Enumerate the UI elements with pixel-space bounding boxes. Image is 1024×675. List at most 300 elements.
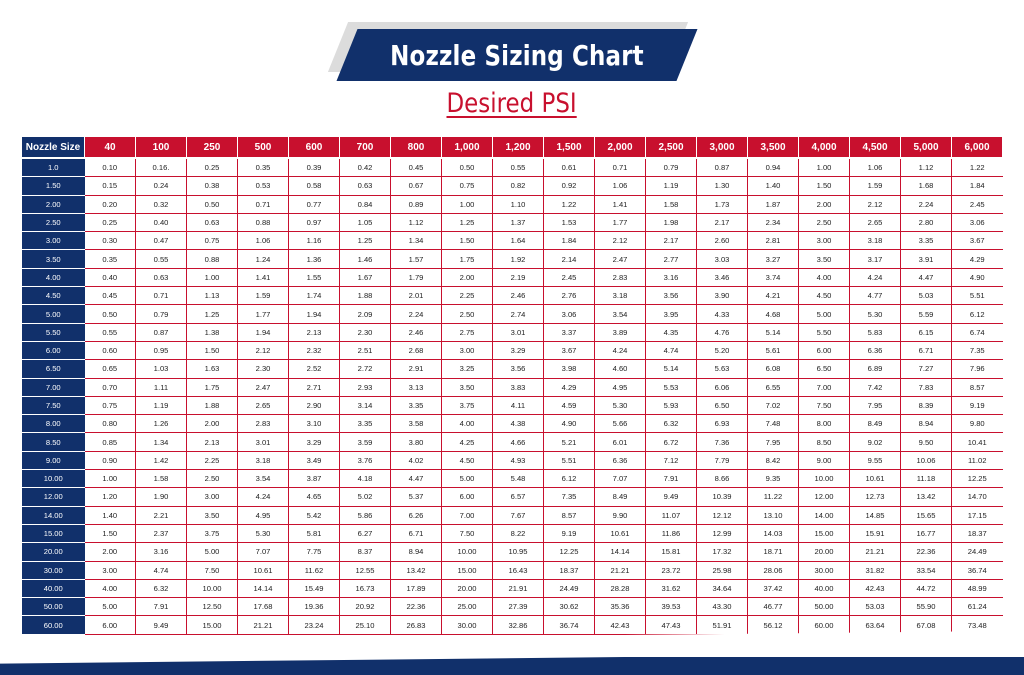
- flow-value-cell: 9.49: [136, 616, 187, 634]
- flow-value-cell: 2.37: [136, 524, 187, 542]
- flow-value-cell: 3.95: [646, 305, 697, 323]
- flow-value-cell: 1.50: [85, 524, 136, 542]
- flow-value-cell: 4.18: [340, 470, 391, 488]
- flow-value-cell: 1.77: [238, 305, 289, 323]
- psi-header: 1,200: [493, 137, 544, 158]
- flow-value-cell: 6.50: [799, 360, 850, 378]
- flow-value-cell: 1.00: [799, 158, 850, 177]
- flow-value-cell: 6.01: [595, 433, 646, 451]
- flow-value-cell: 1.94: [238, 323, 289, 341]
- flow-value-cell: 1.22: [544, 195, 595, 213]
- table-row: [22, 158, 1003, 177]
- flow-value-cell: 3.13: [391, 378, 442, 396]
- flow-value-cell: 2.74: [493, 305, 544, 323]
- flow-value-cell: 0.84: [340, 195, 391, 213]
- flow-value-cell: 50.00: [799, 598, 850, 616]
- flow-value-cell: 18.71: [748, 543, 799, 561]
- flow-value-cell: 1.03: [136, 360, 187, 378]
- flow-value-cell: 6.71: [391, 524, 442, 542]
- flow-value-cell: 10.00: [799, 470, 850, 488]
- flow-value-cell: 4.77: [850, 287, 901, 305]
- flow-value-cell: 1.12: [901, 158, 952, 177]
- flow-value-cell: 4.00: [799, 268, 850, 286]
- nozzle-table: [22, 137, 1003, 635]
- flow-value-cell: 7.27: [901, 360, 952, 378]
- flow-value-cell: 1.57: [391, 250, 442, 268]
- flow-value-cell: 4.59: [544, 396, 595, 414]
- flow-value-cell: 15.49: [289, 579, 340, 597]
- psi-header: 2,500: [646, 137, 697, 158]
- flow-value-cell: 4.21: [748, 287, 799, 305]
- table-row: [22, 616, 1003, 634]
- flow-value-cell: 7.91: [646, 470, 697, 488]
- flow-value-cell: 2.01: [391, 287, 442, 305]
- flow-value-cell: 10.41: [952, 433, 1003, 451]
- flow-value-cell: 1.37: [493, 213, 544, 231]
- flow-value-cell: 2.75: [442, 323, 493, 341]
- flow-value-cell: 17.32: [697, 543, 748, 561]
- flow-value-cell: 3.37: [544, 323, 595, 341]
- flow-value-cell: 3.00: [799, 232, 850, 250]
- flow-value-cell: 4.50: [442, 451, 493, 469]
- flow-value-cell: 7.00: [442, 506, 493, 524]
- page-title: Nozzle Sizing Chart: [390, 38, 644, 72]
- flow-value-cell: 3.67: [544, 341, 595, 359]
- flow-value-cell: 6.00: [799, 341, 850, 359]
- flow-value-cell: 3.91: [901, 250, 952, 268]
- flow-value-cell: 15.91: [850, 524, 901, 542]
- flow-value-cell: 33.54: [901, 561, 952, 579]
- flow-value-cell: 2.30: [340, 323, 391, 341]
- flow-value-cell: 0.58: [289, 177, 340, 195]
- flow-value-cell: 9.50: [901, 433, 952, 451]
- flow-value-cell: 4.29: [952, 250, 1003, 268]
- psi-header: 1,000: [442, 137, 493, 158]
- flow-value-cell: 4.35: [646, 323, 697, 341]
- flow-value-cell: 0.30: [85, 232, 136, 250]
- flow-value-cell: 5.51: [952, 287, 1003, 305]
- flow-value-cell: 61.24: [952, 598, 1003, 616]
- flow-value-cell: 8.42: [748, 451, 799, 469]
- flow-value-cell: 2.47: [238, 378, 289, 396]
- nozzle-size-cell: 50.00: [22, 598, 85, 616]
- flow-value-cell: 7.35: [952, 341, 1003, 359]
- flow-value-cell: 11.86: [646, 524, 697, 542]
- flow-value-cell: 6.71: [901, 341, 952, 359]
- flow-value-cell: 11.07: [646, 506, 697, 524]
- flow-value-cell: 5.50: [799, 323, 850, 341]
- flow-value-cell: 44.72: [901, 579, 952, 597]
- flow-value-cell: 2.72: [340, 360, 391, 378]
- flow-value-cell: 12.12: [697, 506, 748, 524]
- flow-value-cell: 36.74: [544, 616, 595, 634]
- nozzle-size-cell: 7.50: [22, 396, 85, 414]
- flow-value-cell: 13.42: [901, 488, 952, 506]
- flow-value-cell: 13.42: [391, 561, 442, 579]
- flow-value-cell: 0.25: [85, 213, 136, 231]
- flow-value-cell: 5.14: [748, 323, 799, 341]
- psi-header: 800: [391, 137, 442, 158]
- flow-value-cell: 3.03: [697, 250, 748, 268]
- flow-value-cell: 1.26: [136, 415, 187, 433]
- subtitle-wrap: [0, 88, 1024, 119]
- flow-value-cell: 3.49: [289, 451, 340, 469]
- flow-value-cell: 0.25: [187, 158, 238, 177]
- flow-value-cell: 9.55: [850, 451, 901, 469]
- flow-value-cell: 2.50: [187, 470, 238, 488]
- flow-value-cell: 21.21: [850, 543, 901, 561]
- flow-value-cell: 1.58: [646, 195, 697, 213]
- flow-value-cell: 0.55: [85, 323, 136, 341]
- table-row: [22, 415, 1003, 433]
- flow-value-cell: 3.25: [442, 360, 493, 378]
- flow-value-cell: 30.62: [544, 598, 595, 616]
- flow-value-cell: 2.24: [901, 195, 952, 213]
- flow-value-cell: 2.32: [289, 341, 340, 359]
- flow-value-cell: 4.93: [493, 451, 544, 469]
- flow-value-cell: 1.64: [493, 232, 544, 250]
- flow-value-cell: 5.00: [85, 598, 136, 616]
- nozzle-size-cell: 6.00: [22, 341, 85, 359]
- flow-value-cell: 16.43: [493, 561, 544, 579]
- flow-value-cell: 14.14: [595, 543, 646, 561]
- flow-value-cell: 2.34: [748, 213, 799, 231]
- flow-value-cell: 4.02: [391, 451, 442, 469]
- flow-value-cell: 9.49: [646, 488, 697, 506]
- flow-value-cell: 1.10: [493, 195, 544, 213]
- flow-value-cell: 24.49: [952, 543, 1003, 561]
- flow-value-cell: 0.92: [544, 177, 595, 195]
- flow-value-cell: 0.35: [85, 250, 136, 268]
- flow-value-cell: 23.24: [289, 616, 340, 634]
- table-row: [22, 598, 1003, 616]
- flow-value-cell: 21.21: [595, 561, 646, 579]
- flow-value-cell: 31.82: [850, 561, 901, 579]
- flow-value-cell: 2.52: [289, 360, 340, 378]
- flow-value-cell: 2.50: [799, 213, 850, 231]
- nozzle-size-cell: 3.00: [22, 232, 85, 250]
- flow-value-cell: 1.12: [391, 213, 442, 231]
- flow-value-cell: 5.51: [544, 451, 595, 469]
- psi-header: 500: [238, 137, 289, 158]
- flow-value-cell: 1.75: [442, 250, 493, 268]
- flow-value-cell: 14.14: [238, 579, 289, 597]
- flow-value-cell: 2.80: [901, 213, 952, 231]
- flow-value-cell: 3.00: [85, 561, 136, 579]
- flow-value-cell: 14.85: [850, 506, 901, 524]
- table-row: [22, 250, 1003, 268]
- flow-value-cell: 8.49: [850, 415, 901, 433]
- flow-value-cell: 3.75: [442, 396, 493, 414]
- flow-value-cell: 6.12: [952, 305, 1003, 323]
- flow-value-cell: 3.18: [850, 232, 901, 250]
- flow-value-cell: 19.36: [289, 598, 340, 616]
- flow-value-cell: 0.88: [187, 250, 238, 268]
- flow-value-cell: 20.92: [340, 598, 391, 616]
- flow-value-cell: 30.00: [442, 616, 493, 634]
- flow-value-cell: 5.66: [595, 415, 646, 433]
- flow-value-cell: 15.65: [901, 506, 952, 524]
- flow-value-cell: 0.85: [85, 433, 136, 451]
- flow-value-cell: 2.60: [697, 232, 748, 250]
- flow-value-cell: 3.50: [442, 378, 493, 396]
- flow-value-cell: 67.08: [901, 616, 952, 634]
- flow-value-cell: 40.00: [799, 579, 850, 597]
- table-row: [22, 268, 1003, 286]
- flow-value-cell: 7.00: [799, 378, 850, 396]
- flow-value-cell: 11.22: [748, 488, 799, 506]
- flow-value-cell: 2.65: [850, 213, 901, 231]
- flow-value-cell: 15.00: [442, 561, 493, 579]
- flow-value-cell: 7.50: [187, 561, 238, 579]
- flow-value-cell: 4.33: [697, 305, 748, 323]
- flow-value-cell: 0.63: [340, 177, 391, 195]
- flow-value-cell: 15.00: [187, 616, 238, 634]
- table-row: [22, 378, 1003, 396]
- flow-value-cell: 0.39: [289, 158, 340, 177]
- flow-value-cell: 39.53: [646, 598, 697, 616]
- flow-value-cell: 3.27: [748, 250, 799, 268]
- flow-value-cell: 25.10: [340, 616, 391, 634]
- flow-value-cell: 6.74: [952, 323, 1003, 341]
- nozzle-size-cell: 8.50: [22, 433, 85, 451]
- flow-value-cell: 0.55: [493, 158, 544, 177]
- flow-value-cell: 6.15: [901, 323, 952, 341]
- flow-value-cell: 7.83: [901, 378, 952, 396]
- flow-value-cell: 2.14: [544, 250, 595, 268]
- flow-value-cell: 5.93: [646, 396, 697, 414]
- flow-value-cell: 2.13: [187, 433, 238, 451]
- flow-value-cell: 4.60: [595, 360, 646, 378]
- flow-value-cell: 3.80: [391, 433, 442, 451]
- nozzle-size-cell: 5.00: [22, 305, 85, 323]
- flow-value-cell: 42.43: [595, 616, 646, 634]
- flow-value-cell: 7.50: [799, 396, 850, 414]
- flow-value-cell: 0.71: [595, 158, 646, 177]
- flow-value-cell: 4.50: [799, 287, 850, 305]
- flow-value-cell: 8.39: [901, 396, 952, 414]
- flow-value-cell: 7.35: [544, 488, 595, 506]
- flow-value-cell: 17.15: [952, 506, 1003, 524]
- flow-value-cell: 3.29: [289, 433, 340, 451]
- flow-value-cell: 0.53: [238, 177, 289, 195]
- flow-value-cell: 7.96: [952, 360, 1003, 378]
- nozzle-size-cell: 1.50: [22, 177, 85, 195]
- flow-value-cell: 3.16: [136, 543, 187, 561]
- flow-value-cell: 18.37: [544, 561, 595, 579]
- flow-value-cell: 0.16.: [136, 158, 187, 177]
- flow-value-cell: 1.40: [85, 506, 136, 524]
- psi-header: 3,500: [748, 137, 799, 158]
- flow-value-cell: 2.68: [391, 341, 442, 359]
- flow-value-cell: 1.59: [238, 287, 289, 305]
- flow-value-cell: 5.37: [391, 488, 442, 506]
- nozzle-size-cell: 20.00: [22, 543, 85, 561]
- flow-value-cell: 3.56: [646, 287, 697, 305]
- flow-value-cell: 0.24: [136, 177, 187, 195]
- flow-value-cell: 2.25: [187, 451, 238, 469]
- flow-value-cell: 12.50: [187, 598, 238, 616]
- table-row: [22, 433, 1003, 451]
- flow-value-cell: 5.02: [340, 488, 391, 506]
- flow-value-cell: 3.89: [595, 323, 646, 341]
- flow-value-cell: 6.36: [595, 451, 646, 469]
- flow-value-cell: 7.02: [748, 396, 799, 414]
- table-row: [22, 470, 1003, 488]
- flow-value-cell: 1.25: [340, 232, 391, 250]
- flow-value-cell: 1.36: [289, 250, 340, 268]
- flow-value-cell: 1.53: [544, 213, 595, 231]
- flow-value-cell: 8.57: [544, 506, 595, 524]
- nozzle-size-cell: 6.50: [22, 360, 85, 378]
- flow-value-cell: 1.74: [289, 287, 340, 305]
- flow-value-cell: 3.50: [187, 506, 238, 524]
- flow-value-cell: 36.74: [952, 561, 1003, 579]
- flow-value-cell: 3.18: [238, 451, 289, 469]
- flow-value-cell: 1.00: [187, 268, 238, 286]
- flow-value-cell: 8.94: [901, 415, 952, 433]
- flow-value-cell: 42.43: [850, 579, 901, 597]
- flow-value-cell: 0.89: [391, 195, 442, 213]
- flow-value-cell: 11.62: [289, 561, 340, 579]
- table-row: [22, 323, 1003, 341]
- flow-value-cell: 12.73: [850, 488, 901, 506]
- flow-value-cell: 2.09: [340, 305, 391, 323]
- flow-value-cell: 11.18: [901, 470, 952, 488]
- table-row: [22, 341, 1003, 359]
- nozzle-size-cell: 12.00: [22, 488, 85, 506]
- flow-value-cell: 3.18: [595, 287, 646, 305]
- flow-value-cell: 8.22: [493, 524, 544, 542]
- flow-value-cell: 10.61: [595, 524, 646, 542]
- flow-value-cell: 0.10: [85, 158, 136, 177]
- flow-value-cell: 34.64: [697, 579, 748, 597]
- flow-value-cell: 48.99: [952, 579, 1003, 597]
- table-row: [22, 488, 1003, 506]
- flow-value-cell: 1.73: [697, 195, 748, 213]
- nozzle-size-cell: 4.50: [22, 287, 85, 305]
- flow-value-cell: 5.59: [901, 305, 952, 323]
- flow-value-cell: 10.06: [901, 451, 952, 469]
- flow-value-cell: 8.00: [799, 415, 850, 433]
- flow-value-cell: 0.88: [238, 213, 289, 231]
- flow-value-cell: 4.47: [391, 470, 442, 488]
- page-subtitle: Desired PSI: [446, 88, 578, 119]
- table-body: [22, 158, 1003, 634]
- flow-value-cell: 1.63: [187, 360, 238, 378]
- flow-value-cell: 25.00: [442, 598, 493, 616]
- table-row: [22, 177, 1003, 195]
- flow-value-cell: 4.76: [697, 323, 748, 341]
- flow-value-cell: 4.95: [238, 506, 289, 524]
- flow-value-cell: 3.06: [952, 213, 1003, 231]
- flow-value-cell: 17.68: [238, 598, 289, 616]
- flow-value-cell: 0.95: [136, 341, 187, 359]
- flow-value-cell: 16.77: [901, 524, 952, 542]
- flow-value-cell: 6.89: [850, 360, 901, 378]
- flow-value-cell: 4.90: [952, 268, 1003, 286]
- flow-value-cell: 7.48: [748, 415, 799, 433]
- psi-header: 1,500: [544, 137, 595, 158]
- header-row: [22, 137, 1003, 158]
- flow-value-cell: 0.32: [136, 195, 187, 213]
- flow-value-cell: 1.11: [136, 378, 187, 396]
- flow-value-cell: 22.36: [391, 598, 442, 616]
- flow-value-cell: 0.47: [136, 232, 187, 250]
- flow-value-cell: 3.14: [340, 396, 391, 414]
- flow-value-cell: 3.06: [544, 305, 595, 323]
- flow-value-cell: 31.62: [646, 579, 697, 597]
- flow-value-cell: 1.77: [595, 213, 646, 231]
- flow-value-cell: 12.55: [340, 561, 391, 579]
- flow-value-cell: 2.00: [799, 195, 850, 213]
- flow-value-cell: 4.66: [493, 433, 544, 451]
- flow-value-cell: 1.19: [136, 396, 187, 414]
- table-row: [22, 287, 1003, 305]
- flow-value-cell: 9.80: [952, 415, 1003, 433]
- flow-value-cell: 0.40: [136, 213, 187, 231]
- flow-value-cell: 13.10: [748, 506, 799, 524]
- flow-value-cell: 7.50: [442, 524, 493, 542]
- flow-value-cell: 2.76: [544, 287, 595, 305]
- flow-value-cell: 2.71: [289, 378, 340, 396]
- flow-value-cell: 5.00: [799, 305, 850, 323]
- flow-value-cell: 1.06: [238, 232, 289, 250]
- flow-value-cell: 1.87: [748, 195, 799, 213]
- flow-value-cell: 9.19: [544, 524, 595, 542]
- flow-value-cell: 4.29: [544, 378, 595, 396]
- flow-value-cell: 1.20: [85, 488, 136, 506]
- flow-value-cell: 6.32: [136, 579, 187, 597]
- flow-value-cell: 43.30: [697, 598, 748, 616]
- table-row: [22, 524, 1003, 542]
- flow-value-cell: 0.90: [85, 451, 136, 469]
- flow-value-cell: 5.86: [340, 506, 391, 524]
- flow-value-cell: 1.19: [646, 177, 697, 195]
- flow-value-cell: 2.13: [289, 323, 340, 341]
- flow-value-cell: 2.50: [442, 305, 493, 323]
- flow-value-cell: 10.39: [697, 488, 748, 506]
- flow-value-cell: 15.81: [646, 543, 697, 561]
- flow-value-cell: 6.32: [646, 415, 697, 433]
- psi-header: 40: [85, 137, 136, 158]
- flow-value-cell: 6.00: [85, 616, 136, 634]
- flow-value-cell: 5.30: [850, 305, 901, 323]
- flow-value-cell: 2.12: [238, 341, 289, 359]
- flow-value-cell: 7.75: [289, 543, 340, 561]
- flow-value-cell: 4.00: [442, 415, 493, 433]
- flow-value-cell: 8.49: [595, 488, 646, 506]
- flow-value-cell: 4.95: [595, 378, 646, 396]
- flow-value-cell: 7.12: [646, 451, 697, 469]
- flow-value-cell: 14.03: [748, 524, 799, 542]
- flow-value-cell: 0.70: [85, 378, 136, 396]
- flow-value-cell: 55.90: [901, 598, 952, 616]
- flow-value-cell: 2.91: [391, 360, 442, 378]
- flow-value-cell: 0.75: [85, 396, 136, 414]
- flow-value-cell: 22.36: [901, 543, 952, 561]
- flow-value-cell: 35.36: [595, 598, 646, 616]
- flow-value-cell: 2.25: [442, 287, 493, 305]
- flow-value-cell: 1.00: [442, 195, 493, 213]
- flow-value-cell: 12.25: [544, 543, 595, 561]
- flow-value-cell: 5.14: [646, 360, 697, 378]
- flow-value-cell: 3.35: [391, 396, 442, 414]
- flow-value-cell: 2.47: [595, 250, 646, 268]
- flow-value-cell: 15.00: [799, 524, 850, 542]
- flow-value-cell: 3.50: [799, 250, 850, 268]
- flow-value-cell: 0.45: [391, 158, 442, 177]
